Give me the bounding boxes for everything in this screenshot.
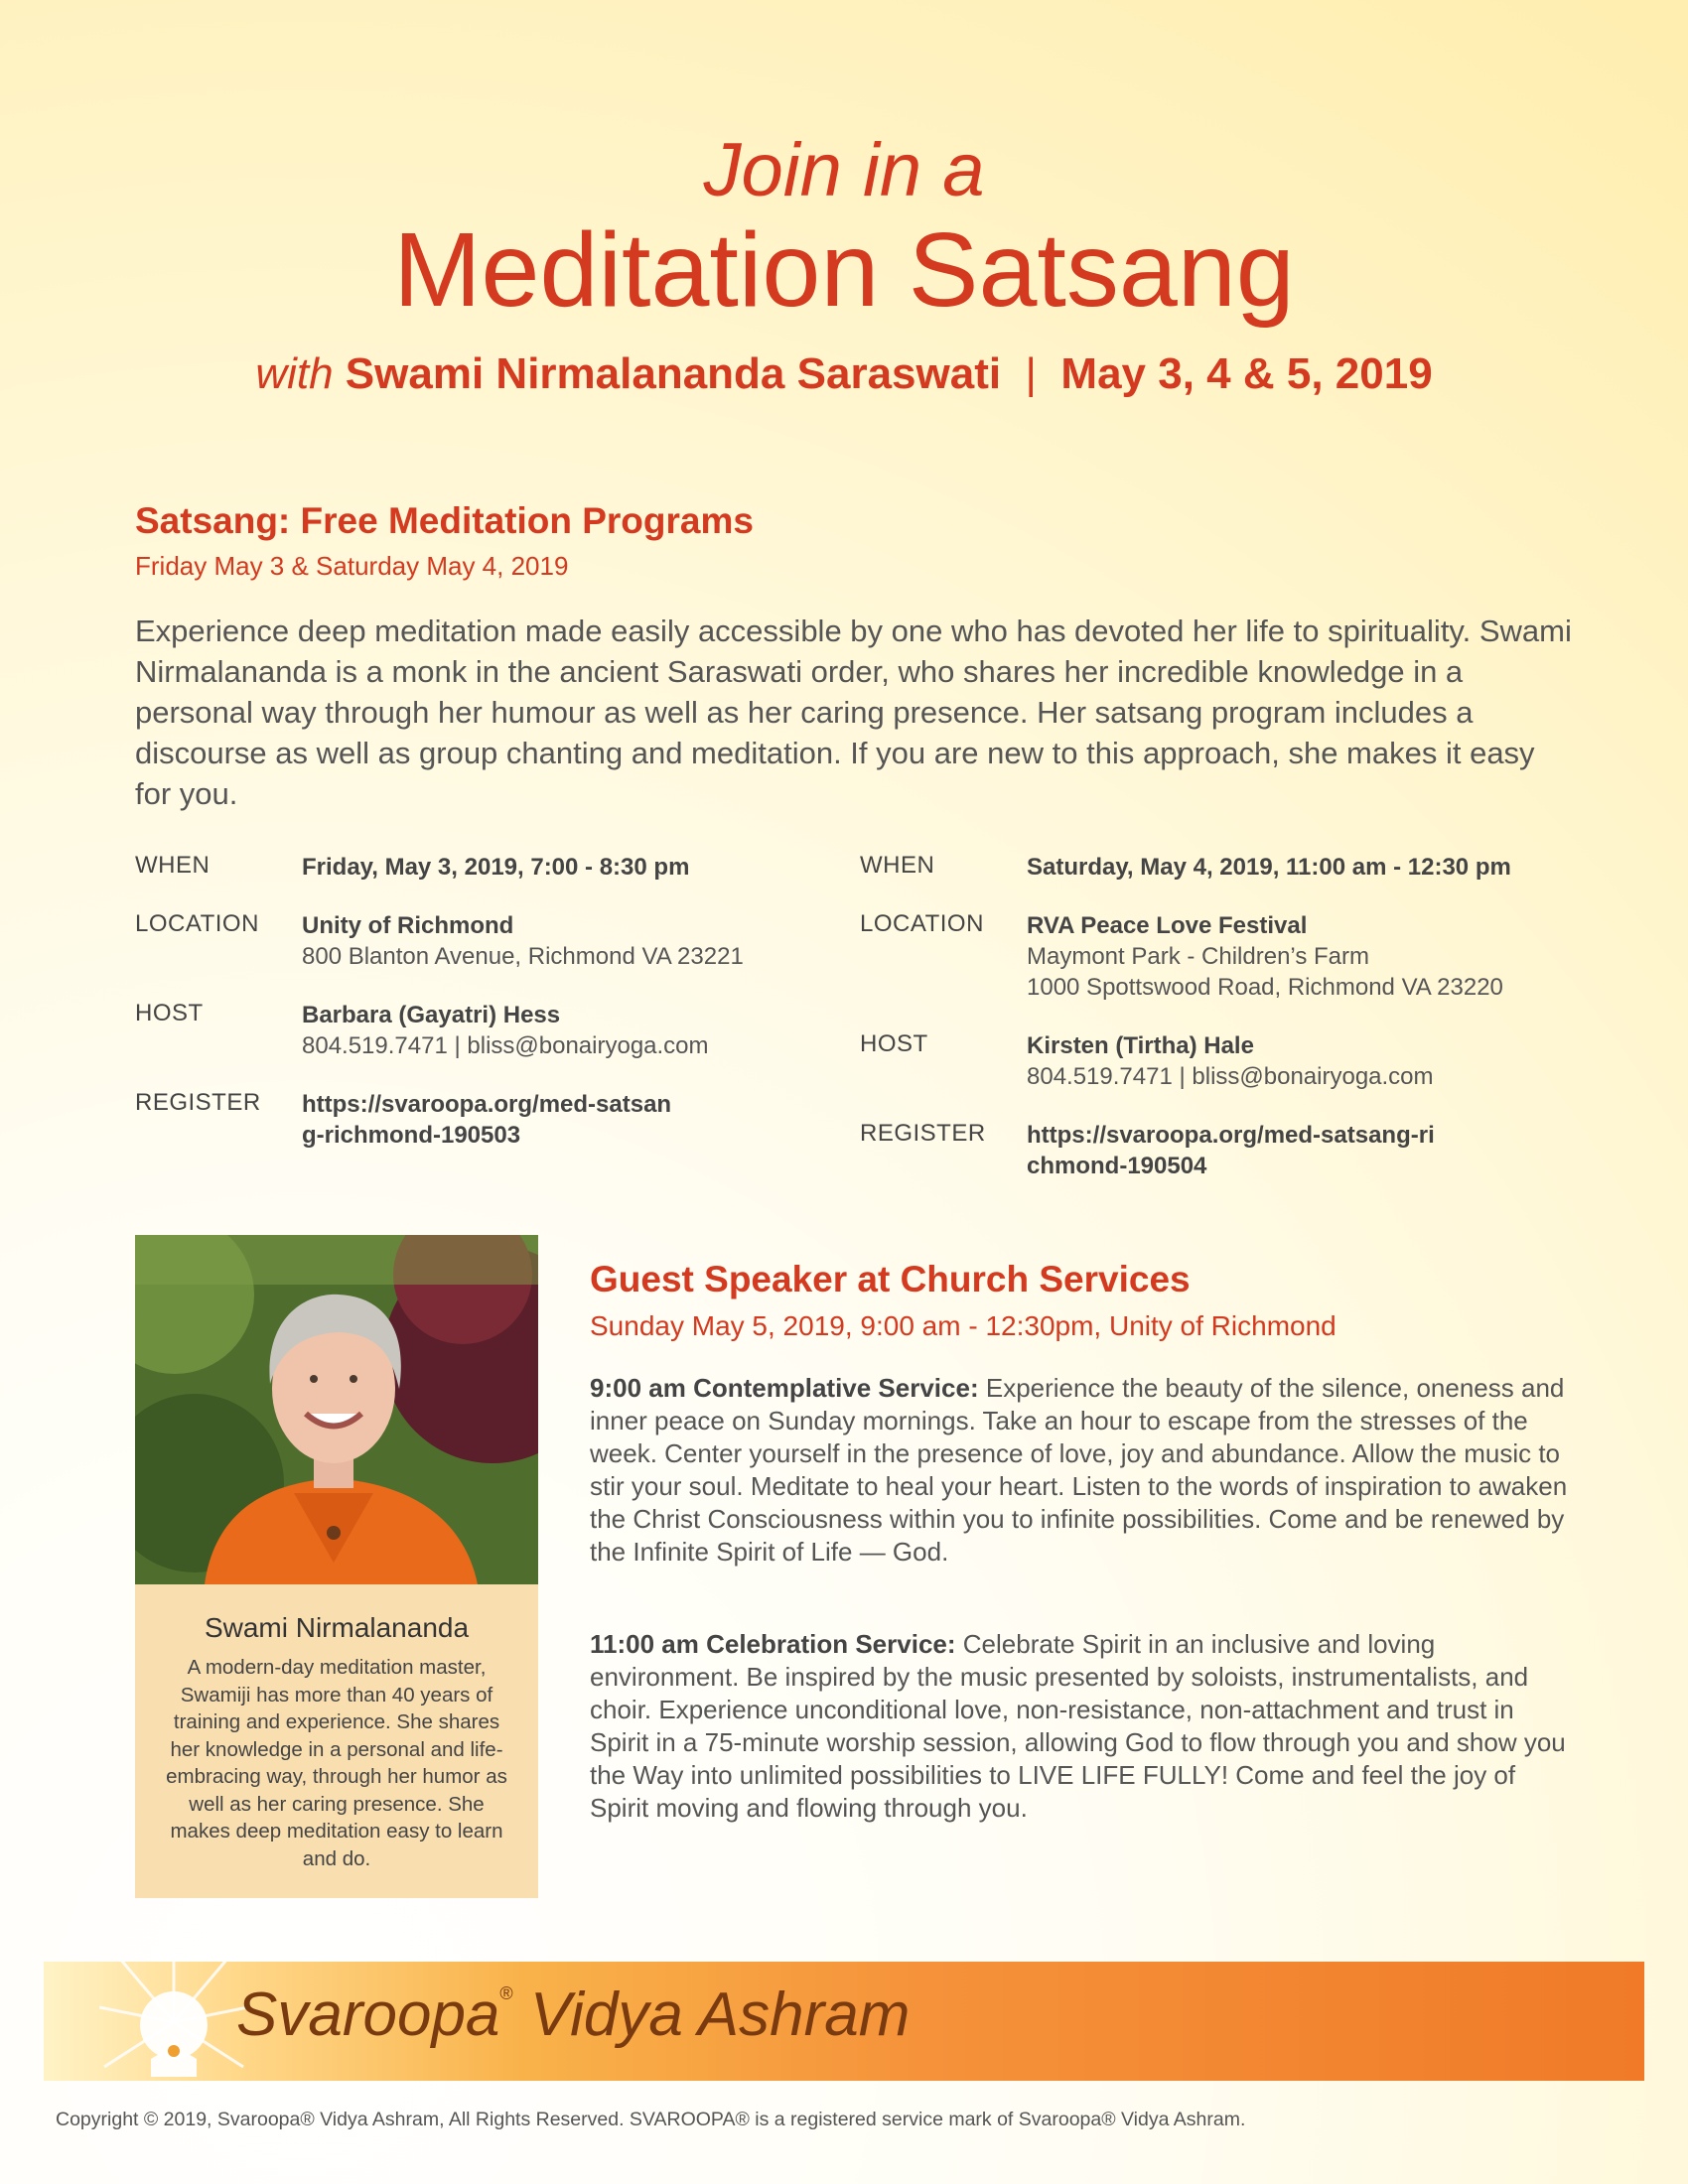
host-row xyxy=(860,1030,1575,1092)
page-title: Meditation Satsang xyxy=(393,211,1295,329)
section1-date: Friday May 3 & Saturday May 4, 2019 xyxy=(135,551,569,581)
host-contact[interactable]: 804.519.7471 | bliss@bonairyoga.com xyxy=(1027,1063,1434,1090)
event-left xyxy=(135,852,850,1178)
subtitle-separator: | xyxy=(1025,349,1037,398)
host-row xyxy=(135,1000,850,1061)
contemplative-service xyxy=(590,1372,1573,1569)
location-address: 800 Blanton Avenue, Richmond VA 23221 xyxy=(302,943,744,970)
profile-name: Swami Nirmalananda xyxy=(204,1612,470,1643)
svc2-text: Celebrate Spirit in an inclusive and loving environment. Be inspired by the music presented by soloists, instrumentalists, and choir. Experience unconditional love, non-resistance, non-attachment and trust in Spirit in a 75-minute worship session, allowing God to flow through you and show you the Way into unlimited possibilities to LIVE LIFE FULLY! Come and feel the joy of Spirit moving and flowing through you. xyxy=(590,1629,1566,1823)
section1-title: Satsang: Free Meditation Programs xyxy=(135,500,754,541)
location-name: RVA Peace Love Festival xyxy=(1027,912,1308,939)
location-address-2: 1000 Spottswood Road, Richmond VA 23220 xyxy=(1027,974,1503,1001)
brand-part-b: Vidya Ashram xyxy=(512,1980,911,2049)
register-row xyxy=(135,1089,850,1151)
when-value: Friday, May 3, 2019, 7:00 - 8:30 pm xyxy=(302,854,690,881)
host-name: Barbara (Gayatri) Hess xyxy=(302,1002,561,1028)
register-row xyxy=(860,1120,1575,1181)
svc1-text: Experience the beauty of the silence, oneness and inner peace on Sunday mornings. Take an hour to escape from the stresses of the week. Center yourself in the presence of love, joy and abundance. Allow the music to stir your soul. Meditate to heal your heart. Listen to the words of inspiration to awaken the Christ Consciousness within you to infinite possibilities. Come and be renewed by the Infinite Spirit of Life — God. xyxy=(590,1373,1568,1567)
when-label: WHEN xyxy=(135,852,211,879)
location-address-1: Maymont Park - Children’s Farm xyxy=(1027,943,1369,970)
host-contact[interactable]: 804.519.7471 | bliss@bonairyoga.com xyxy=(302,1032,709,1059)
subtitle-with: with xyxy=(255,349,334,398)
location-name: Unity of Richmond xyxy=(302,912,514,939)
when-value: Saturday, May 4, 2019, 11:00 am - 12:30 pm xyxy=(1027,854,1511,881)
profile-bio: A modern-day meditation master, Swamiji has more than 40 years of training and experience. She shares her knowledge in a personal and life-embracing way, through her humor as well as her caring presence. She makes deep meditation easy to learn and do. xyxy=(166,1656,507,1870)
when-label: WHEN xyxy=(860,852,935,879)
brand-part-a: Svaroopa xyxy=(236,1980,500,2049)
brand-registered: ® xyxy=(499,1983,513,2003)
svc1-label: 9:00 am Contemplative Service: xyxy=(590,1373,979,1403)
subtitle xyxy=(0,349,1688,399)
title-small: Join in a xyxy=(703,128,985,212)
subtitle-dates: May 3, 4 & 5, 2019 xyxy=(1060,349,1433,398)
celebration-service xyxy=(590,1628,1573,1825)
when-row xyxy=(860,852,1575,883)
register-label: REGISTER xyxy=(135,1089,261,1116)
section2-date: Sunday May 5, 2019, 9:00 am - 12:30pm, Unity of Richmond xyxy=(590,1310,1336,1341)
section1-paragraph: Experience deep meditation made easily accessible by one who has devoted her life to spirituality. Swami Nirmalananda is a monk in the ancient Saraswati order, who shares her incredible knowledge in a personal way through her humour as well as her caring presence. Her satsang program includes a discourse as well as group chanting and meditation. If you are new to this approach, she makes it easy for you. xyxy=(135,614,1572,811)
sun-logo-icon xyxy=(99,1948,248,2097)
host-label: HOST xyxy=(135,1000,204,1026)
host-label: HOST xyxy=(860,1030,928,1057)
brand-name xyxy=(236,1979,910,2050)
section2-title: Guest Speaker at Church Services xyxy=(590,1259,1191,1299)
register-label: REGISTER xyxy=(860,1120,986,1147)
copyright: Copyright © 2019, Svaroopa® Vidya Ashram, All Rights Reserved. SVAROOPA® is a registered service mark of Svaroopa® Vidya Ashram. xyxy=(56,2109,1246,2130)
register-link[interactable]: https://svaroopa.org/med-satsang-richmond-190503 xyxy=(302,1091,672,1149)
host-name: Kirsten (Tirtha) Hale xyxy=(1027,1032,1254,1059)
location-row xyxy=(135,910,850,972)
subtitle-name: Swami Nirmalananda Saraswati xyxy=(345,349,1002,398)
location-label: LOCATION xyxy=(860,910,984,937)
register-link[interactable]: https://svaroopa.org/med-satsang-richmond-190504 xyxy=(1027,1122,1435,1179)
profile-caption xyxy=(135,1584,538,1898)
svc2-label: 11:00 am Celebration Service: xyxy=(590,1629,956,1659)
when-row xyxy=(135,852,850,883)
location-row xyxy=(860,910,1575,1003)
swami-photo xyxy=(135,1235,538,1584)
location-label: LOCATION xyxy=(135,910,259,937)
event-right xyxy=(860,852,1575,1209)
